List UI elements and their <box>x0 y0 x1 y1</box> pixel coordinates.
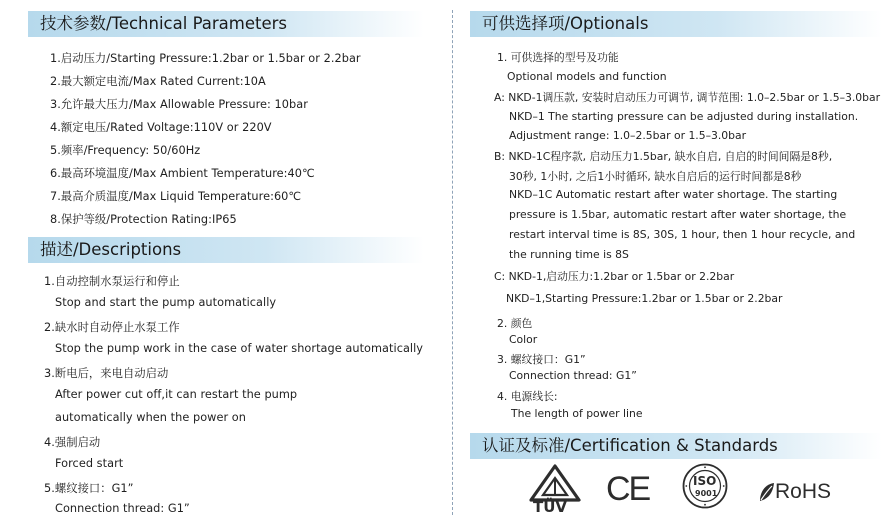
list-item: restart interval time is 8S, 30S, 1 hour, then 1 hour recycle, and <box>509 228 856 241</box>
list-item: 4.强制启动 <box>44 436 101 449</box>
tuv-logo <box>527 462 583 516</box>
list-item: NKD–1C Automatic restart after water shortage. The starting <box>509 188 838 201</box>
rohs-logo <box>758 478 838 508</box>
list-item: Connection thread: G1” <box>509 369 637 382</box>
list-item: 2.最大额定电流/Max Rated Current:10A <box>50 75 266 88</box>
rohs-label: RoHS <box>775 480 832 503</box>
list-item: pressure is 1.5bar, automatic restart after water shortage, the <box>509 208 847 221</box>
list-item: Adjustment range: 1.0–2.5bar or 1.5–3.0bar <box>509 129 747 142</box>
certification-header: 认证及标准/Certification & Standards <box>470 433 882 459</box>
list-item: 1.自动控制水泵运行和停止 <box>44 275 180 288</box>
list-item: 2. 颜色 <box>497 317 533 330</box>
list-item: 30秒, 1小时, 之后1小时循环, 缺水自启后的运行时间都是8秒 <box>509 170 802 183</box>
list-item: A: NKD-1调压款, 安装时启动压力可调节, 调节范围: 1.0–2.5bar or 1.5–3.0bar <box>494 91 881 104</box>
list-item: 3.断电后，来电自动启动 <box>44 367 169 380</box>
list-item: C: NKD-1,启动压力:1.2bar or 1.5bar or 2.2bar <box>494 270 735 283</box>
list-item: 3.允许最大压力/Max Allowable Pressure: 10bar <box>50 98 308 111</box>
list-item: 5.螺纹接口：G1” <box>44 482 134 495</box>
list-item: 1.启动压力/Starting Pressure:1.2bar or 1.5bar or 2.2bar <box>50 52 361 65</box>
list-item: Forced start <box>55 457 124 470</box>
list-item: B: NKD-1C程序款, 启动压力1.5bar, 缺水自启, 自启的时间间隔是8秒, <box>494 150 833 163</box>
iso-label: ISO <box>693 474 717 488</box>
list-item: The length of power line <box>511 407 643 420</box>
descriptions-header: 描述/Descriptions <box>28 237 424 263</box>
list-item: 2.缺水时自动停止水泵工作 <box>44 321 180 334</box>
list-item: 1. 可供选择的型号及功能 <box>497 51 619 64</box>
tuv-label: TÜV <box>533 498 568 516</box>
column-divider <box>452 10 453 515</box>
list-item: 6.最高环境温度/Max Ambient Temperature:40℃ <box>50 167 315 180</box>
list-item: Stop and start the pump automatically <box>55 296 277 309</box>
list-item: Connection thread: G1” <box>55 502 190 515</box>
ce-mark: CE <box>606 470 650 508</box>
list-item: the running time is 8S <box>509 248 629 261</box>
technical-parameters-header: 技术参数/Technical Parameters <box>28 11 424 37</box>
list-item: automatically when the power on <box>55 411 246 424</box>
list-item: 4. 电源线长: <box>497 390 558 403</box>
leaf-icon <box>758 481 776 503</box>
list-item: Optional models and function <box>507 70 667 83</box>
list-item: 4.额定电压/Rated Voltage:110V or 220V <box>50 121 272 134</box>
list-item: Color <box>509 333 538 346</box>
list-item: 3. 螺纹接口：G1” <box>497 353 586 366</box>
list-item: 5.频率/Frequency: 50/60Hz <box>50 144 201 157</box>
list-item: Stop the pump work in the case of water shortage automatically <box>55 342 424 355</box>
iso-number: 9001 <box>695 489 718 498</box>
list-item: NKD–1,Starting Pressure:1.2bar or 1.5bar or 2.2bar <box>506 292 783 305</box>
list-item: 7.最高介质温度/Max Liquid Temperature:60℃ <box>50 190 302 203</box>
list-item: NKD–1 The starting pressure can be adjusted during installation. <box>509 110 859 123</box>
optionals-header: 可供选择项/Optionals <box>470 11 882 37</box>
iso-9001-logo <box>682 463 728 509</box>
list-item: After power cut off,it can restart the pump <box>55 388 298 401</box>
list-item: 8.保护等级/Protection Rating:IP65 <box>50 213 237 226</box>
